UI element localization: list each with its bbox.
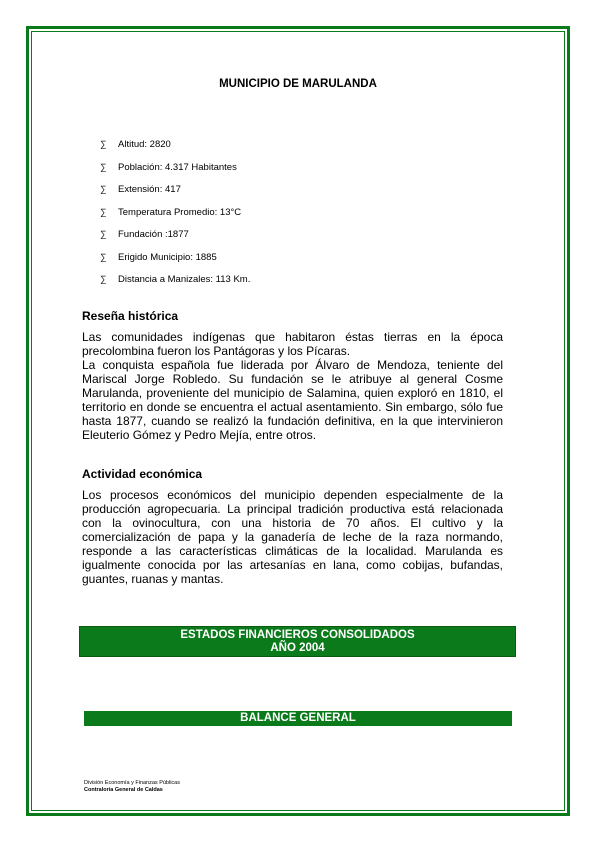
banner-line-2: AÑO 2004 <box>270 642 325 654</box>
balance-general-banner: BALANCE GENERAL <box>84 711 512 726</box>
actividad-paragraph-1: Los procesos económicos del municipio dependen especialmente de la producción agropecuaria. La principal tradición productiva está relacionada con la ovinocultura, con una historia de 70 años. El cultivo y la comercialización de papa y la ganadería de leche de la raza normando, responde a las características climáticas de la localidad. Marulanda es igualmente conocida por las artesanías en lana, como cobijas, bufandas, guantes, ruanas y mantas. <box>82 488 503 586</box>
list-item <box>100 274 250 297</box>
actividad-body <box>82 488 503 586</box>
page-title: MUNICIPIO DE MARULANDA <box>219 78 377 90</box>
actividad-heading: Actividad económica <box>82 467 203 481</box>
list-item <box>100 229 250 252</box>
resena-body <box>82 330 503 442</box>
list-item <box>100 252 250 275</box>
footer <box>84 780 180 794</box>
list-item <box>100 207 250 230</box>
bullet-icon: ∑ <box>100 184 107 194</box>
bullet-icon: ∑ <box>100 274 107 284</box>
bullet-icon: ∑ <box>100 139 107 149</box>
bullet-icon: ∑ <box>100 161 107 172</box>
bullet-icon: ∑ <box>100 251 107 262</box>
fact-text: Extensión: 417 <box>118 184 181 195</box>
footer-organization: Contraloría General de Caldas <box>84 787 163 793</box>
fact-text: Población: 4.317 Habitantes <box>118 161 237 173</box>
estados-financieros-banner <box>79 626 516 657</box>
fact-text: Erigido Municipio: 1885 <box>118 251 217 263</box>
list-item <box>100 139 250 162</box>
fact-text: Temperatura Promedio: 13°C <box>118 206 242 218</box>
fact-text: Distancia a Manizales: 113 Km. <box>118 274 251 285</box>
resena-paragraph-1: Las comunidades indígenas que habitaron éstas tierras en la época precolombina fueron los Pantágoras y los Pícaras. <box>82 330 503 358</box>
resena-paragraph-2: La conquista española fue liderada por Álvaro de Mendoza, teniente del Mariscal Jorge Robledo. Su fundación se le atribuye al general Cosme Marulanda, proveniente del municipio de Salamina, quien exploró en 1810, el territorio en donde se encuentra el actual asentamiento. Sin embargo, sólo fue hasta 1877, cuando se realizó la fundación definitiva, en la que intervinieron Eleuterio Gómez y Pedro Mejía, entre otros. <box>82 358 503 442</box>
banner-line-1: ESTADOS FINANCIEROS CONSOLIDADOS <box>180 629 415 641</box>
footer-division: División Economía y Finanzas Públicas <box>84 780 180 786</box>
list-item <box>100 162 250 185</box>
list-item <box>100 184 250 207</box>
fact-text: Fundación :1877 <box>118 229 189 240</box>
resena-heading: Reseña histórica <box>82 309 179 323</box>
bullet-icon: ∑ <box>100 229 107 239</box>
bullet-icon: ∑ <box>100 206 107 217</box>
facts-list <box>100 139 250 297</box>
fact-text: Altitud: 2820 <box>118 139 171 150</box>
